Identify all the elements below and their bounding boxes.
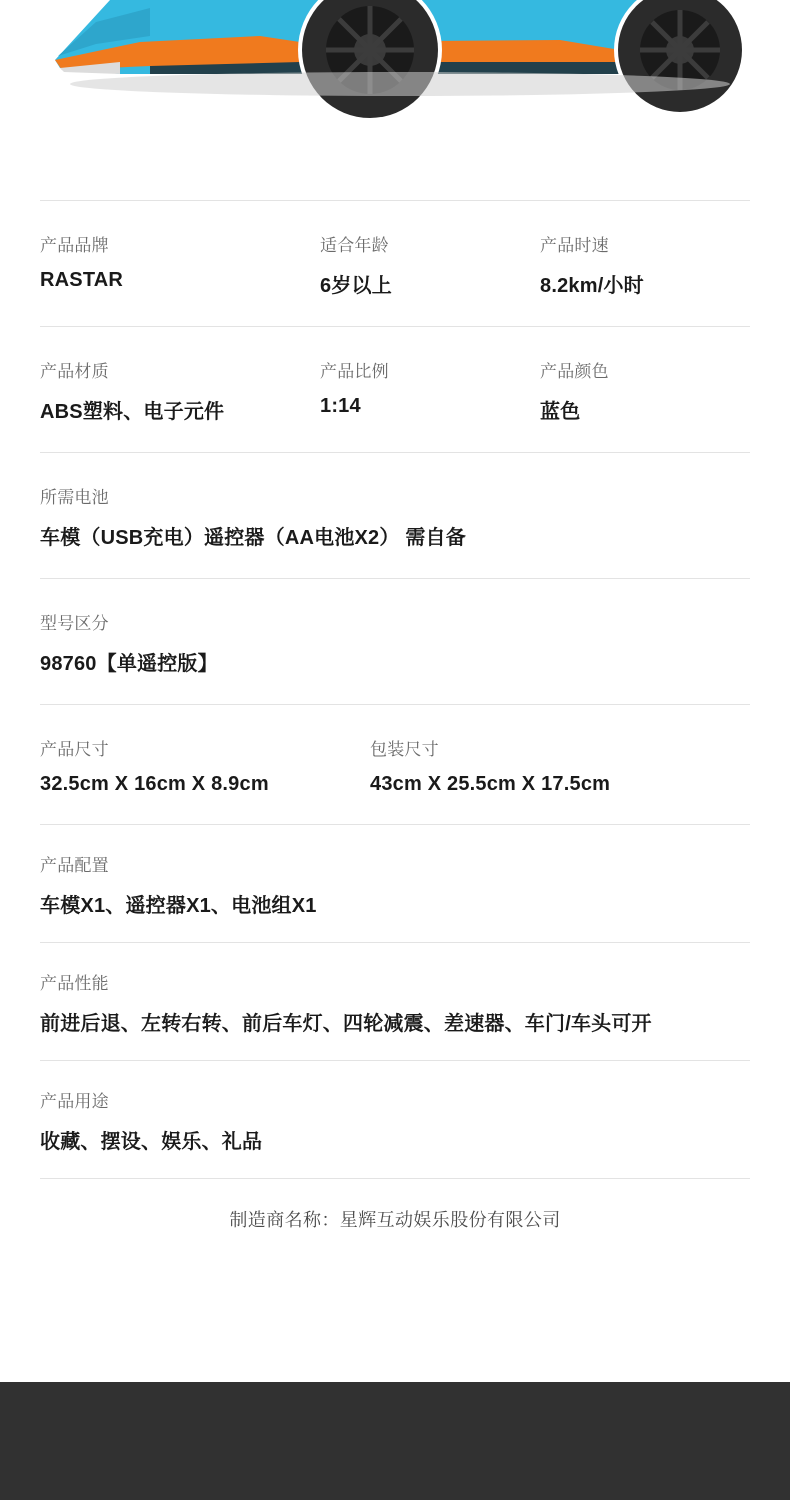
spec-cell-age (320, 231, 540, 298)
spec-cell-usage (40, 1087, 750, 1154)
spec-cell-package-contents (40, 851, 750, 918)
spec-value: 蓝色 (540, 401, 581, 423)
spec-cell-performance (40, 969, 750, 1036)
spec-label: 产品时速 (540, 236, 609, 255)
table-row (40, 200, 750, 326)
spec-value: RASTAR (40, 269, 124, 291)
spec-label: 产品配置 (40, 856, 109, 875)
spec-value: 前进后退、左转右转、前后车灯、四轮减震、差速器、车门/车头可开 (40, 1013, 652, 1035)
spec-label: 包装尺寸 (370, 740, 439, 759)
spec-value: 98760【单遥控版】 (40, 653, 218, 675)
spec-label: 产品用途 (40, 1092, 109, 1111)
spec-label: 产品性能 (40, 974, 109, 993)
table-row (40, 578, 750, 704)
spec-label: 所需电池 (40, 488, 109, 507)
table-row (40, 326, 750, 452)
spec-value: 车模（USB充电）遥控器（AA电池X2） 需自备 (40, 527, 466, 549)
spec-label: 产品比例 (320, 362, 389, 381)
spec-cell-scale (320, 357, 540, 424)
table-row (40, 704, 750, 824)
spec-value: 32.5cm X 16cm X 8.9cm (40, 773, 269, 795)
table-row (40, 452, 750, 578)
spec-label: 型号区分 (40, 614, 109, 633)
spec-value: 6岁以上 (320, 275, 392, 297)
spec-label: 产品品牌 (40, 236, 109, 255)
spec-cell-battery (40, 483, 750, 550)
spec-cell-material (40, 357, 320, 424)
product-spec-table (0, 200, 790, 1256)
spec-value: 车模X1、遥控器X1、电池组X1 (40, 895, 317, 917)
spec-value: 1:14 (320, 395, 361, 417)
spec-label: 产品材质 (40, 362, 109, 381)
spec-cell-product-size (40, 735, 370, 796)
spec-cell-speed (540, 231, 750, 298)
table-row (40, 942, 750, 1060)
spec-value: 8.2km/小时 (540, 275, 644, 297)
spec-value: ABS塑料、电子元件 (40, 401, 225, 423)
manufacturer-line: 制造商名称：星辉互动娱乐股份有限公司 (40, 1178, 750, 1256)
spec-cell-model (40, 609, 750, 676)
spec-cell-brand (40, 231, 320, 298)
spec-value: 收藏、摆设、娱乐、礼品 (40, 1131, 263, 1153)
bottom-dark-band (0, 1382, 790, 1500)
spec-value: 43cm X 25.5cm X 17.5cm (370, 773, 611, 795)
table-row (40, 1060, 750, 1178)
product-hero-image (0, 0, 790, 200)
spec-cell-color (540, 357, 750, 424)
spec-label: 产品颜色 (540, 362, 609, 381)
spec-cell-package-size (370, 735, 750, 796)
spec-label: 产品尺寸 (40, 740, 109, 759)
lamborghini-car-illustration (0, 0, 790, 190)
table-row (40, 824, 750, 942)
spec-label: 适合年龄 (320, 236, 389, 255)
